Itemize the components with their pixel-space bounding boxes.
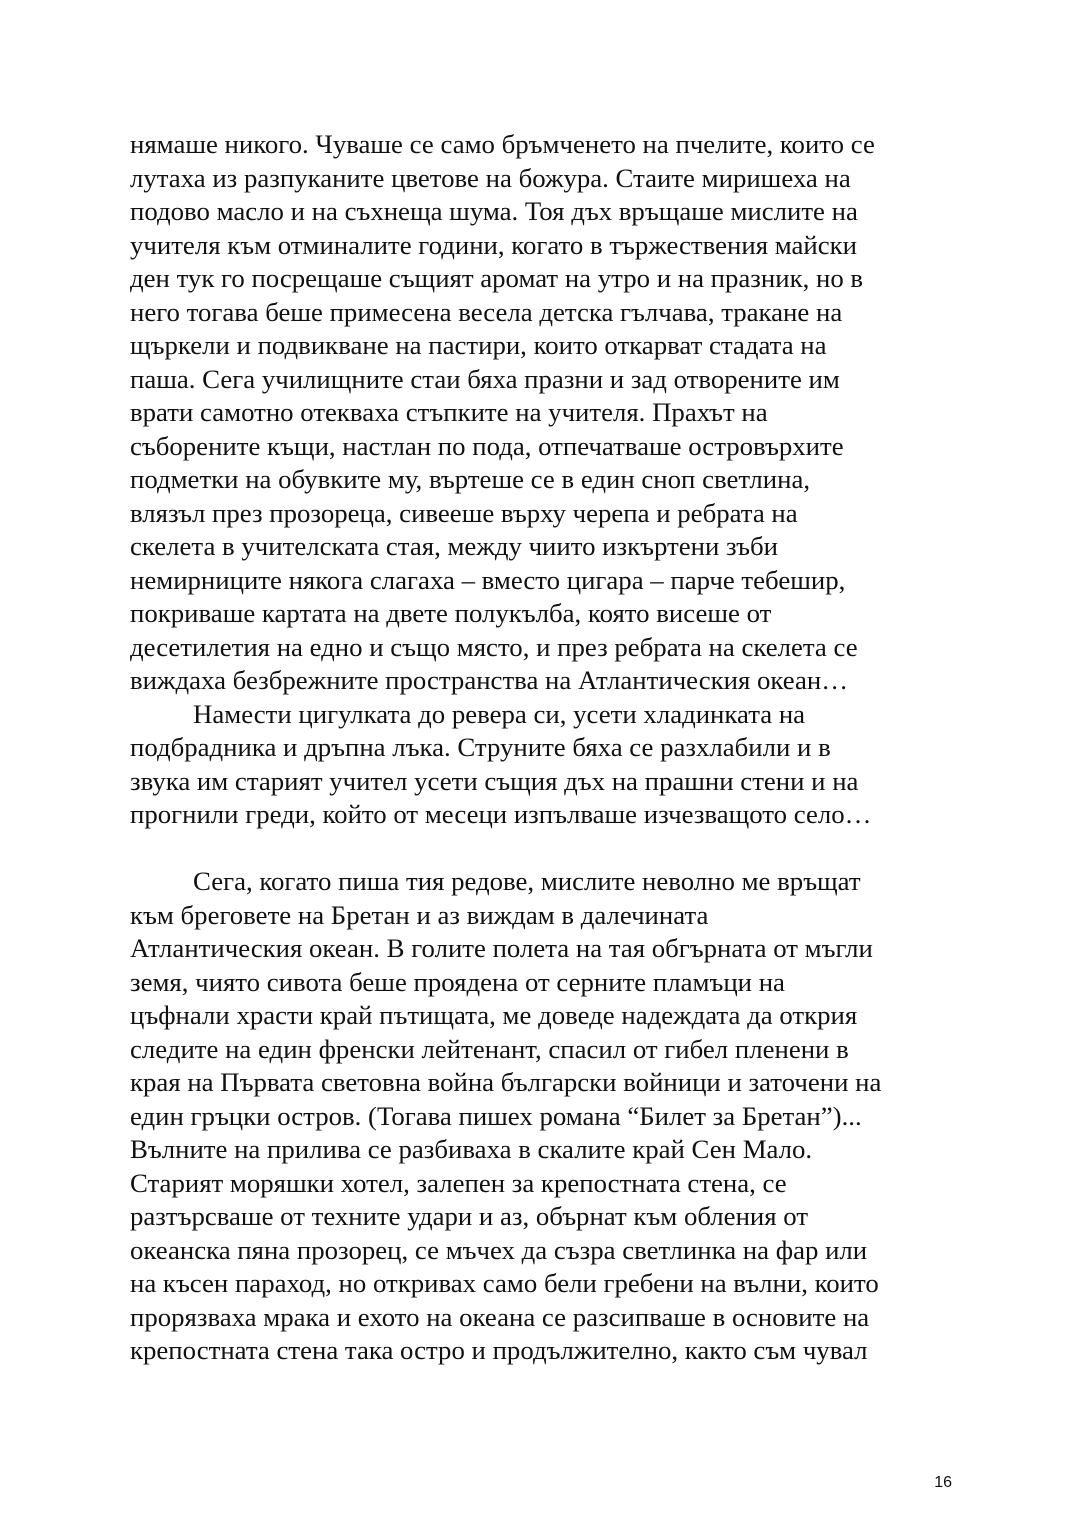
text-line: виждаха безбрежните пространства на Атлантическия океан…: [130, 665, 849, 695]
paragraph-1: [130, 128, 960, 698]
text-line: Атлантическия океан. В голите полета на тая обгърната от мъгли: [130, 933, 873, 963]
paragraph-3: [130, 865, 960, 1368]
text-line: прорязваха мрака и ехото на океана се разсипваше в основите на: [130, 1301, 870, 1332]
text-line: прогнили греди, който от месеци изпълваше изчезващото село…: [130, 799, 872, 829]
page-number: 16: [934, 1474, 952, 1491]
text-line: учителя към отминалите години, когато в тържествения майски: [130, 229, 857, 260]
text-line: щъркели и подвикване на пастири, които откарват стадата на: [130, 330, 827, 360]
text-line: влязъл през прозореца, сивееше върху черепа и ребрата на: [130, 497, 798, 528]
text-line: паша. Сега училищните стаи бяха празни и зад отворените им: [130, 363, 840, 394]
text-line: покриваше картата на двете полукълба, която висеше от: [130, 598, 772, 628]
text-line: съборените къщи, настлан по пода, отпечатваше островърхите: [130, 430, 844, 461]
text-line: него тогава беше примесена весела детска гълчава, тракане на: [130, 296, 843, 327]
text-line: Вълните на прилива се разбиваха в скалите край Сен Мало.: [130, 1134, 813, 1164]
text-line: скелета в учителската стая, между чиито изкъртени зъби: [130, 531, 778, 561]
text-line: на късен параход, но откривах само бели гребени на вълни, които: [130, 1268, 879, 1298]
text-line: крепостната стена така остро и продължително, както съм чувал: [130, 1335, 868, 1365]
text-line: един гръцки остров. (Тогава пишех романа “Билет за Бретан”)...: [130, 1100, 862, 1131]
text-line: подово масло и на съхнеща шума. Тоя дъх връщаше мислите на: [130, 196, 858, 226]
text-line: Старият моряшки хотел, залепен за крепостната стена, се: [130, 1167, 787, 1198]
body-text: [130, 128, 960, 1368]
text-line: ден тук го посрещаше същият аромат на утро и на празник, но в: [130, 263, 864, 293]
text-line: Сега, когато пиша тия редове, мислите неволно ме връщат: [193, 866, 861, 896]
text-line: звука им старият учител усети същия дъх на прашни стени и на: [130, 765, 859, 796]
text-line: земя, чиято сивота беше проядена от серните пламъци на: [130, 966, 785, 997]
text-line: немирниците някога слагаха – вместо цигара – парче тебешир,: [130, 564, 846, 595]
text-line: цъфнали храсти край пътищата, ме доведе надеждата да открия: [130, 1000, 858, 1030]
text-line: разтърсваше от техните удари и аз, обърнат към обления от: [130, 1201, 809, 1231]
text-line: нямаше никого. Чуваше се само бръмченето на пчелите, които се: [130, 129, 875, 159]
paragraph-spacer: [130, 832, 960, 866]
text-line: края на Първата световна война български войници и заточени на: [130, 1067, 882, 1097]
text-line: към бреговете на Бретан и аз виждам в далечината: [130, 899, 709, 930]
text-line: врати самотно отекваха стъпките на учителя. Прахът на: [130, 397, 768, 427]
text-line: следите на един френски лейтенант, спасил от гибел пленени в: [130, 1033, 849, 1064]
text-line: лутаха из разпуканите цветове на божура. Стаите миришеха на: [130, 162, 851, 193]
text-line: десетилетия на едно и също място, и през ребрата на скелета се: [130, 631, 858, 662]
text-line: подметки на обувките му, въртеше се в един сноп светлина,: [130, 464, 811, 494]
paragraph-2: [130, 698, 960, 832]
text-line: океанска пяна прозорец, се мъчех да съзра светлинка на фар или: [130, 1234, 868, 1265]
text-line: подбрадника и дръпна лъка. Струните бяха се разхлабили и в: [130, 732, 831, 762]
text-line: Намести цигулката до ревера си, усети хладинката на: [193, 698, 806, 729]
